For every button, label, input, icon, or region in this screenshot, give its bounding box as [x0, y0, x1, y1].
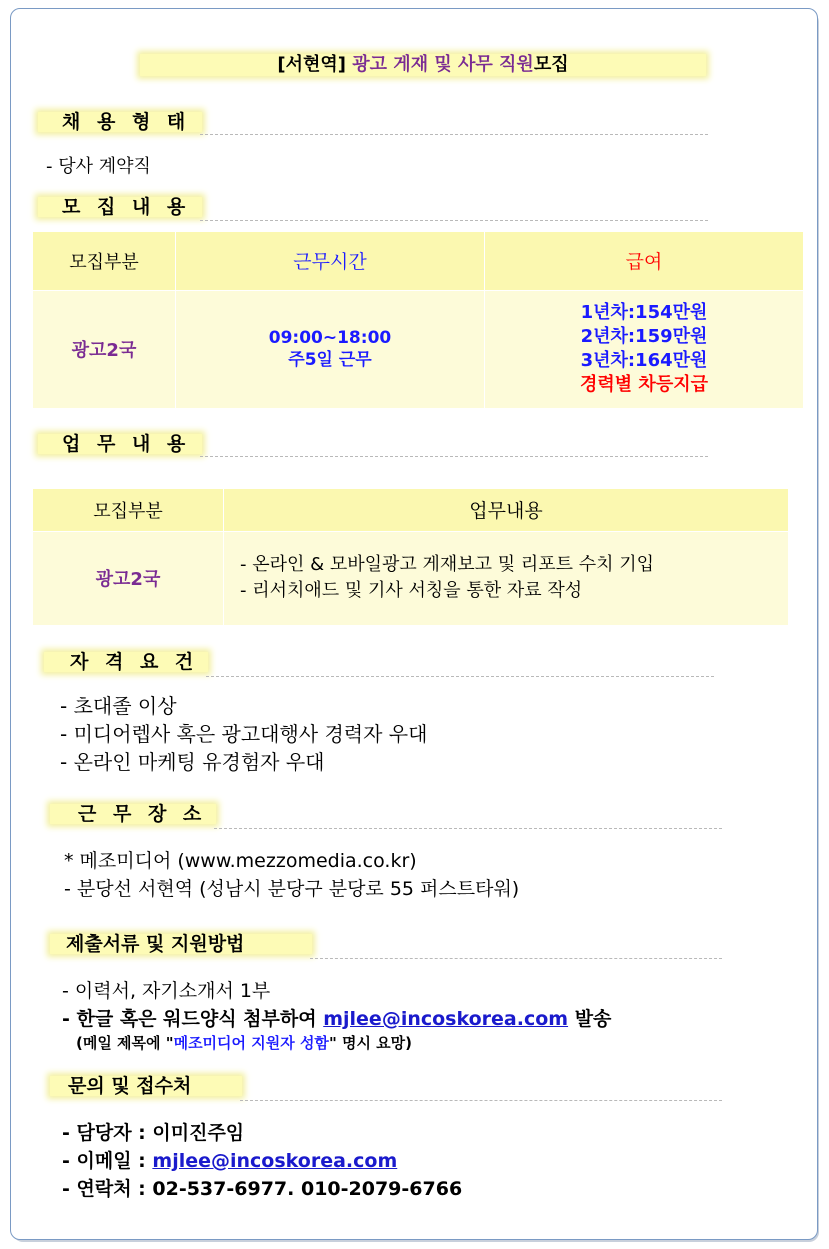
recruit-header-division: 모집부분 [33, 232, 176, 290]
duty-item: - 리서치애드 및 기사 서칭을 통한 자료 작성 [240, 580, 583, 602]
hours-line: 09:00~18:00 [268, 328, 392, 349]
duties-content [224, 531, 789, 625]
contact-email-line [62, 1146, 397, 1173]
divider [200, 456, 708, 457]
heading-requirements: 자 격 요 건 [70, 651, 199, 673]
requirement-item: - 미디어렙사 혹은 광고대행사 경력자 우대 [60, 722, 428, 746]
divider [310, 958, 722, 959]
title-bracket: [서현역] [277, 54, 346, 75]
location-item: * 메조미디어 (www.mezzomedia.co.kr) [64, 850, 417, 872]
heading-duties: 업 무 내 용 [62, 433, 191, 455]
application-note [76, 1032, 412, 1053]
application-line-text: 발송 [568, 1008, 612, 1030]
location-item: - 분당선 서현역 (성남시 분당구 분당로 55 퍼스트타워) [64, 878, 520, 900]
application-note-text: (메일 제목에 " [76, 1034, 174, 1052]
application-note-subject: 메조미디어 지원자 성함 [173, 1034, 329, 1052]
requirement-item: - 온라인 마케팅 유경험자 우대 [60, 750, 325, 774]
application-note-text: " 명시 요망) [328, 1034, 413, 1052]
heading-location: 근 무 장 소 [78, 803, 207, 825]
contact-email-link[interactable]: mjlee@incoskorea.com [152, 1150, 398, 1172]
duties-header-content: 업무내용 [224, 489, 789, 531]
divider [206, 676, 714, 677]
contact-email-label: - 이메일 : [62, 1150, 153, 1172]
application-line [62, 1004, 611, 1031]
divider [214, 828, 722, 829]
duties-header-division: 모집부분 [33, 489, 224, 531]
divider [200, 220, 708, 221]
heading-recruit: 모 집 내 용 [62, 196, 191, 218]
duties-table [33, 489, 788, 625]
recruit-hours [176, 290, 485, 408]
pay-line: 3년차:164만원 [580, 350, 708, 372]
recruit-header-pay: 급여 [485, 232, 804, 290]
employment-type-item: - 당사 계약직 [46, 156, 151, 177]
hours-line: 주5일 근무 [288, 350, 372, 371]
recruit-division: 광고2국 [33, 290, 176, 408]
contact-person: - 담당자 : 이미진주임 [62, 1122, 245, 1144]
heading-employment-type: 채 용 형 태 [62, 111, 191, 133]
heading-contact: 문의 및 접수처 [68, 1075, 192, 1097]
requirement-item: - 초대졸 이상 [60, 694, 177, 718]
pay-line: 2년차:159만원 [580, 326, 708, 348]
recruit-header-hours: 근무시간 [176, 232, 485, 290]
recruit-table [33, 232, 803, 408]
application-email-link[interactable]: mjlee@incoskorea.com [323, 1008, 569, 1030]
application-line-text: - 한글 혹은 워드양식 첨부하여 [62, 1008, 324, 1030]
recruit-pay [485, 290, 804, 408]
duties-division: 광고2국 [33, 531, 224, 625]
divider [200, 134, 708, 135]
divider [240, 1100, 722, 1101]
heading-application: 제출서류 및 지원방법 [66, 933, 245, 955]
page-title [140, 52, 706, 78]
title-highlight-text: 광고 게재 및 사무 직원 [346, 54, 534, 75]
title-tail: 모집 [533, 54, 569, 75]
pay-note: 경력별 차등지급 [580, 374, 708, 396]
pay-line: 1년차:154만원 [580, 302, 708, 324]
contact-phone: - 연락처 : 02-537-6977. 010-2079-6766 [62, 1178, 463, 1200]
application-line: - 이력서, 자기소개서 1부 [62, 980, 271, 1002]
duty-item: - 온라인 & 모바일광고 게재보고 및 리포트 수치 기입 [240, 554, 655, 576]
